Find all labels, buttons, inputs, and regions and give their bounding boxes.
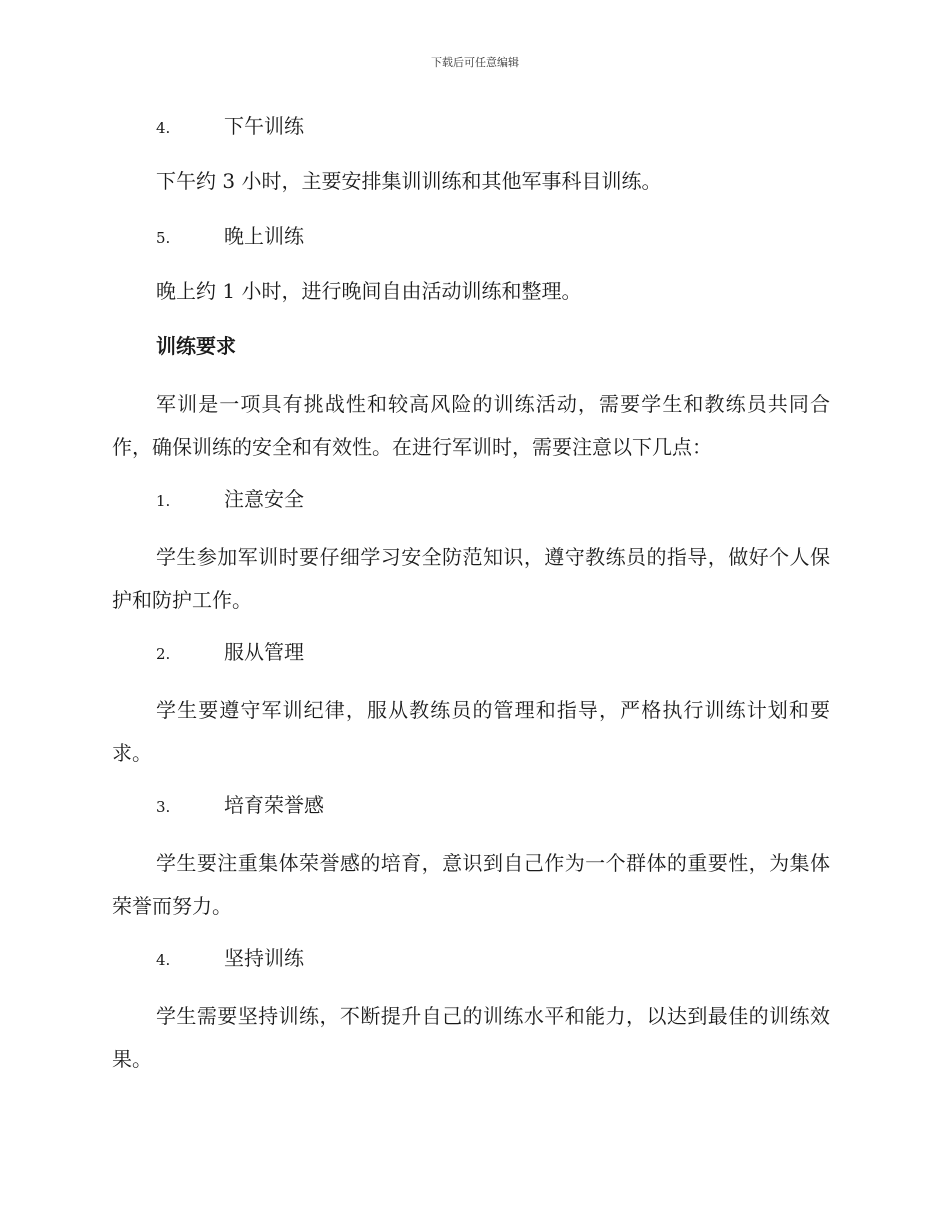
item-title: 注意安全 (224, 487, 304, 511)
item-number: 2. (156, 645, 171, 663)
item-number: 3. (156, 798, 171, 816)
paragraph-persist: 学生需要坚持训练，不断提升自己的训练水平和能力，以达到最佳的训练效果。 (112, 1004, 830, 1071)
item-number: 5. (156, 229, 171, 247)
paragraph-honor: 学生要注重集体荣誉感的培育，意识到自己作为一个群体的重要性，为集体荣誉而努力。 (112, 851, 830, 918)
item-title: 服从管理 (224, 640, 304, 664)
item-title: 晚上训练 (224, 224, 304, 248)
page-header: 下载后可任意编辑 (431, 56, 519, 69)
list-item-obey (156, 634, 830, 670)
item-title: 坚持训练 (224, 946, 304, 970)
item-number: 1. (156, 492, 171, 510)
item-number: 4. (156, 119, 171, 137)
list-item-afternoon (156, 108, 830, 144)
paragraph-intro: 军训是一项具有挑战性和较高风险的训练活动，需要学生和教练员共同合作，确保训练的安全和有效性。在进行军训时，需要注意以下几点： (112, 392, 830, 459)
paragraph-afternoon: 下午约 3 小时，主要安排集训训练和其他军事科目训练。 (156, 169, 662, 193)
paragraph-safety: 学生参加军训时要仔细学习安全防范知识，遵守教练员的指导，做好个人保护和防护工作。 (112, 545, 830, 612)
document-body (112, 108, 830, 1093)
section-heading: 训练要求 (156, 334, 236, 358)
item-title: 下午训练 (224, 114, 304, 138)
list-item-safety (156, 481, 830, 517)
item-number: 4. (156, 951, 171, 969)
list-item-evening (156, 218, 830, 254)
paragraph-evening: 晚上约 1 小时，进行晚间自由活动训练和整理。 (156, 279, 582, 303)
item-title: 培育荣誉感 (224, 793, 324, 817)
list-item-persist (156, 940, 830, 976)
list-item-honor (156, 787, 830, 823)
paragraph-obey: 学生要遵守军训纪律，服从教练员的管理和指导，严格执行训练计划和要求。 (112, 698, 830, 765)
